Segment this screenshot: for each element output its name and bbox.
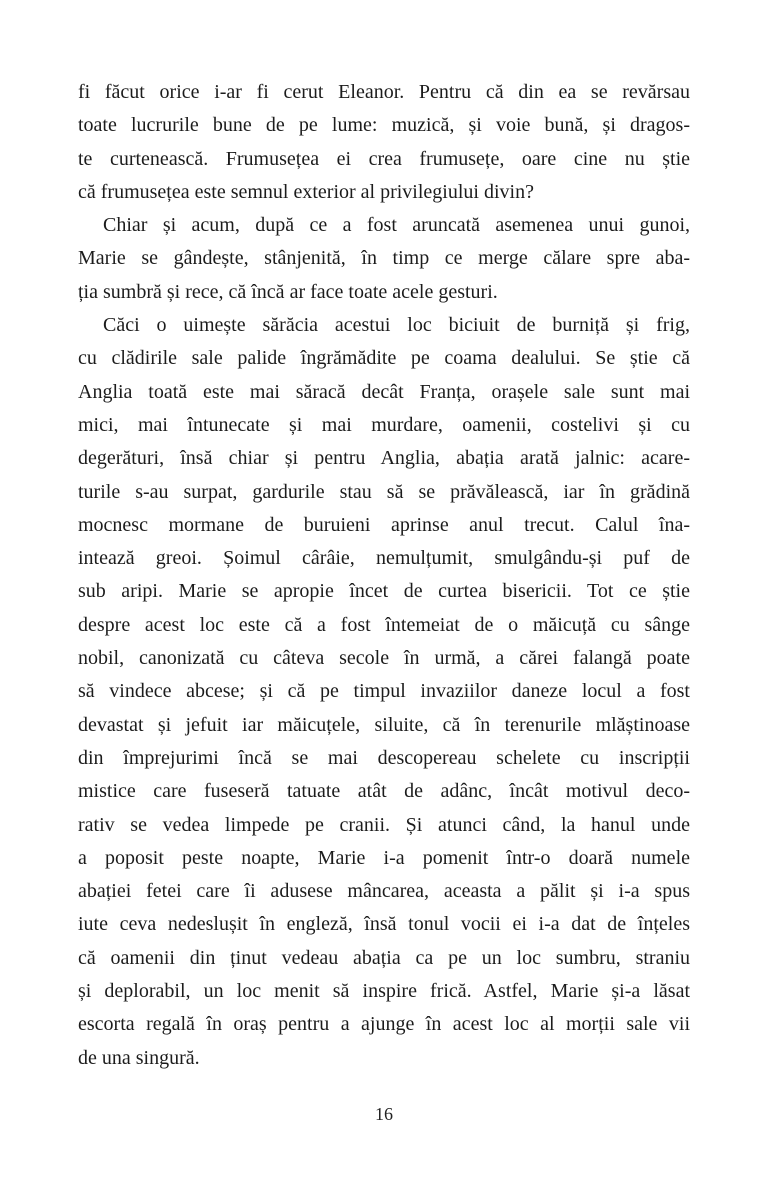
text-line: mici, mai întunecate și mai murdare, oamenii, costelivi și cu (78, 413, 690, 436)
text-line: abației fetei care îi adusese mâncarea, aceasta a pălit și i-a spus (78, 880, 690, 903)
text-line: din împrejurimi încă se mai descopereau schelete cu inscripții (78, 746, 690, 769)
text-line: toate lucrurile bune de pe lume: muzică, și voie bună, și dragos- (78, 114, 690, 137)
text-line: că oamenii din ținut vedeau abația ca pe un loc sumbru, straniu (78, 946, 690, 969)
text-line: că frumusețea este semnul exterior al privilegiului divin? (78, 180, 534, 203)
text-line: fi făcut orice i-ar fi cerut Eleanor. Pentru că din ea se revărsau (78, 81, 690, 103)
body-text (78, 76, 690, 1075)
text-line: sub aripi. Marie se apropie încet de curtea bisericii. Tot ce știe (78, 580, 690, 603)
text-line: Marie se gândește, stânjenită, în timp ce merge călare spre aba- (78, 247, 690, 270)
text-line: escorta regală în oraș pentru a ajunge în acest loc al morții sale vii (78, 1013, 690, 1036)
text-line: intează greoi. Șoimul cârâie, nemulțumit, smulgându-și puf de (78, 547, 690, 570)
text-line: cu clădirile sale palide îngrămădite pe coama dealului. Se știe că (78, 347, 690, 370)
text-line: despre acest loc este că a fost întemeiat de o măicuță cu sânge (78, 613, 690, 636)
text-line: Anglia toată este mai săracă decât Franța, orașele sale sunt mai (78, 380, 690, 403)
text-line: mocnesc mormane de buruieni aprinse anul trecut. Calul îna- (78, 513, 690, 536)
text-line: mistice care fuseseră tatuate atât de adânc, încât motivul deco- (78, 780, 690, 803)
text-line: turile s-au surpat, gardurile stau să se prăvălească, iar în grădină (78, 480, 690, 503)
text-line: nobil, canonizată cu câteva secole în urmă, a cărei falangă poate (78, 647, 690, 670)
text-line: devastat și jefuit iar măicuțele, siluite, că în terenurile mlăștinoase (78, 713, 690, 736)
text-line: a poposit peste noapte, Marie i-a pomenit într-o doară numele (78, 846, 690, 869)
page-number: 16 (375, 1104, 393, 1124)
text-line: Căci o uimește sărăcia acestui loc biciuit de burniță și frig, (103, 314, 690, 337)
text-line: iute ceva nedeslușit în engleză, însă tonul vocii ei i-a dat de înțeles (78, 913, 690, 936)
text-line: să vindece abcese; și că pe timpul invaziilor daneze locul a fost (78, 680, 690, 703)
text-line: te curtenească. Frumusețea ei crea frumusețe, oare cine nu știe (78, 147, 690, 170)
text-line: rativ se vedea limpede pe cranii. Și atunci când, la hanul unde (78, 813, 690, 836)
text-line: degerături, însă chiar și pentru Anglia, abația arată jalnic: acare- (78, 447, 690, 470)
text-line: de una singură. (78, 1046, 200, 1069)
text-line: și deplorabil, un loc menit să inspire frică. Astfel, Marie și-a lăsat (78, 980, 690, 1003)
text-line: Chiar și acum, după ce a fost aruncată asemenea unui gunoi, (103, 214, 690, 237)
text-line: ția sumbră și rece, că încă ar face toate acele gesturi. (78, 280, 498, 303)
